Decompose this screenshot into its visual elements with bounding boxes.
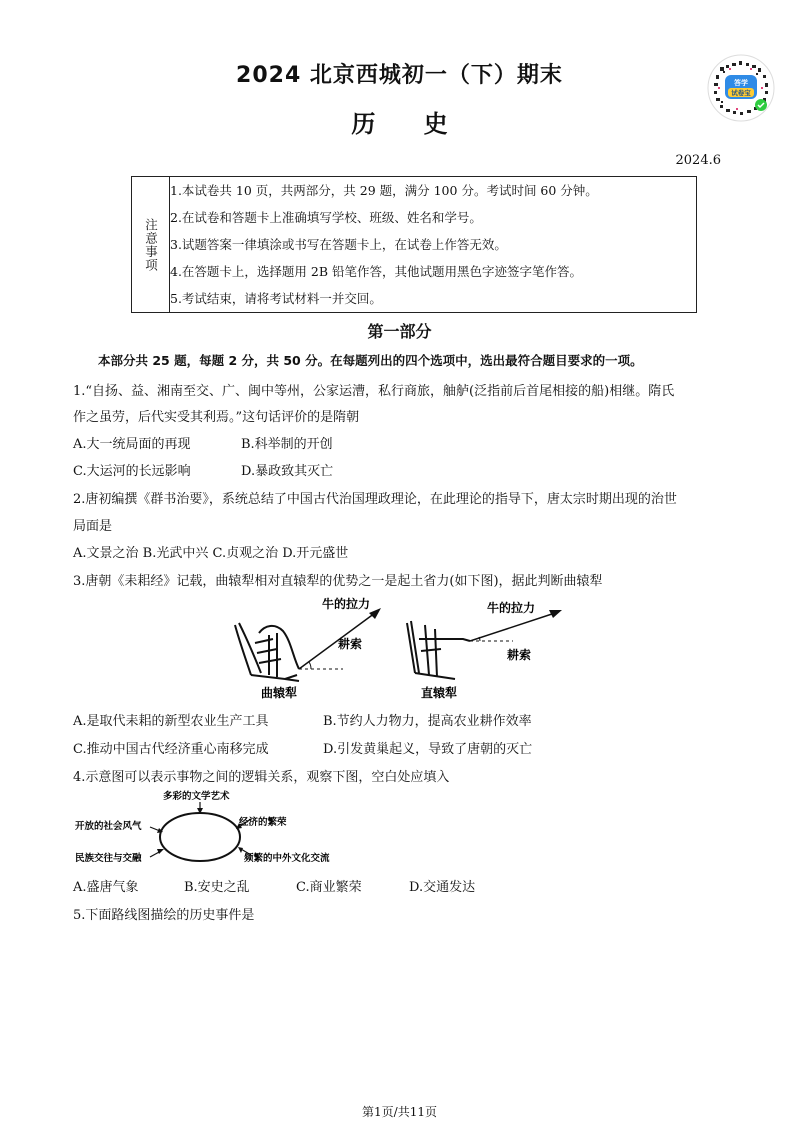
straight-caption: 直辕犁 [421,686,458,700]
part-title: 第一部分 [367,322,432,341]
q2-options: A.文景之治 B.光武中兴 C.贞观之治 D.开元盛世 [73,546,349,561]
q1-option-d: D.暴政致其灭亡 [241,464,334,479]
exam-title: 2024 北京西城初一（下）期末 [236,63,563,88]
plough-figure [225,595,570,703]
curved-angle-arc [309,662,311,669]
logic-diagram [75,787,350,867]
q4-option-a: A.盛唐气象 [73,880,139,895]
straight-force-arrow [470,613,555,641]
notice-item: 1.本试卷共 10 页，共两部分，共 29 题，满分 100 分。考试时间 60 分钟。 [170,183,598,198]
q3-option-a: A.是取代耒耜的新型农业生产工具 [73,714,269,729]
q3-option-b: B.节约人力物力，提高农业耕作效率 [323,714,532,729]
question-1-stem-cont: 作之虽劳，后代实受其利焉。”这句话评价的是隋朝 [73,410,360,425]
question-5-stem: 5.下面路线图描绘的历史事件是 [73,908,255,923]
notice-item: 4.在答题卡上，选择题用 2B 铅笔作答，其他试题用黑色字迹签字笔作答。 [170,264,583,279]
straight-rope-label: 耕索 [507,648,532,662]
q4-option-d: D.交通发达 [409,880,476,895]
curved-force-arrowhead [369,608,381,619]
exam-date: 2024.6 [675,153,721,168]
question-2-stem: 2.唐初编撰《群书治要》，系统总结了中国古代治国理政理论，在此理论的指导下，唐太宗时期出现的治世 [73,492,677,507]
curved-plough-drawing [235,623,299,681]
qr-code-graphic [706,53,776,123]
diagram-top-label: 多彩的文学艺术 [163,791,230,802]
curved-caption: 曲辕犁 [261,686,298,700]
diagram-right-top-label: 经济的繁荣 [239,817,287,828]
q1-option-a: A.大一统局面的再现 [73,437,191,452]
question-4-stem: 4.示意图可以表示事物之间的逻辑关系，观察下图，空白处应填入 [73,770,450,785]
notice-item: 3.试题答案一律填涂或书写在答题卡上，在试卷上作答无效。 [170,237,507,252]
q4-option-b: B.安史之乱 [184,880,250,895]
q1-option-b: B.科举制的开创 [241,437,333,452]
question-3-stem: 3.唐朝《耒耜经》记载，曲辕犁相对直辕犁的优势之一是起土省力(如下图)，据此判断曲辕犁 [73,574,603,589]
diagram-right-bottom-label: 频繁的中外文化交流 [244,853,330,864]
q3-option-c: C.推动中国古代经济重心南移完成 [73,742,269,757]
curved-force-arrow [299,613,375,669]
notice-box [131,176,697,313]
straight-plough-drawing [407,621,470,679]
question-2-stem-cont: 局面是 [73,519,113,534]
qr-code [706,53,776,123]
curved-force-label: 牛的拉力 [322,597,371,611]
qr-badge-bottom: 试卷宝 [731,89,751,97]
diagram-left-top-label: 开放的社会风气 [75,821,142,832]
notice-item: 5.考试结束，请将考试材料一并交回。 [170,291,382,306]
part-intro: 本部分共 25 题，每题 2 分，共 50 分。在每题列出的四个选项中，选出最符合题目要求的一项。 [98,353,643,368]
page-number: 第1页/共11页 [362,1105,437,1119]
question-1-stem: 1.“自扬、益、湘南至交、广、闽中等州，公家运漕，私行商旅，舳舻(泛指前后首尾相接的船)相继。隋氏 [73,384,675,399]
qr-badge-top: 答学 [734,79,748,87]
center-ellipse [160,813,240,861]
curved-rope-label: 耕索 [338,637,363,651]
q1-option-c: C.大运河的长远影响 [73,464,191,479]
diagram-left-bottom-label: 民族交往与交融 [75,853,142,864]
subject-title: 历 史 [351,110,448,138]
straight-force-label: 牛的拉力 [487,601,536,615]
notice-label-cell [132,177,170,312]
notice-label: 注意事项 [143,217,159,272]
q4-option-c: C.商业繁荣 [296,880,362,895]
q3-option-d: D.引发黄巢起义，导致了唐朝的灭亡 [323,742,533,757]
notice-item: 2.在试卷和答题卡上准确填写学校、班级、姓名和学号。 [170,210,482,225]
